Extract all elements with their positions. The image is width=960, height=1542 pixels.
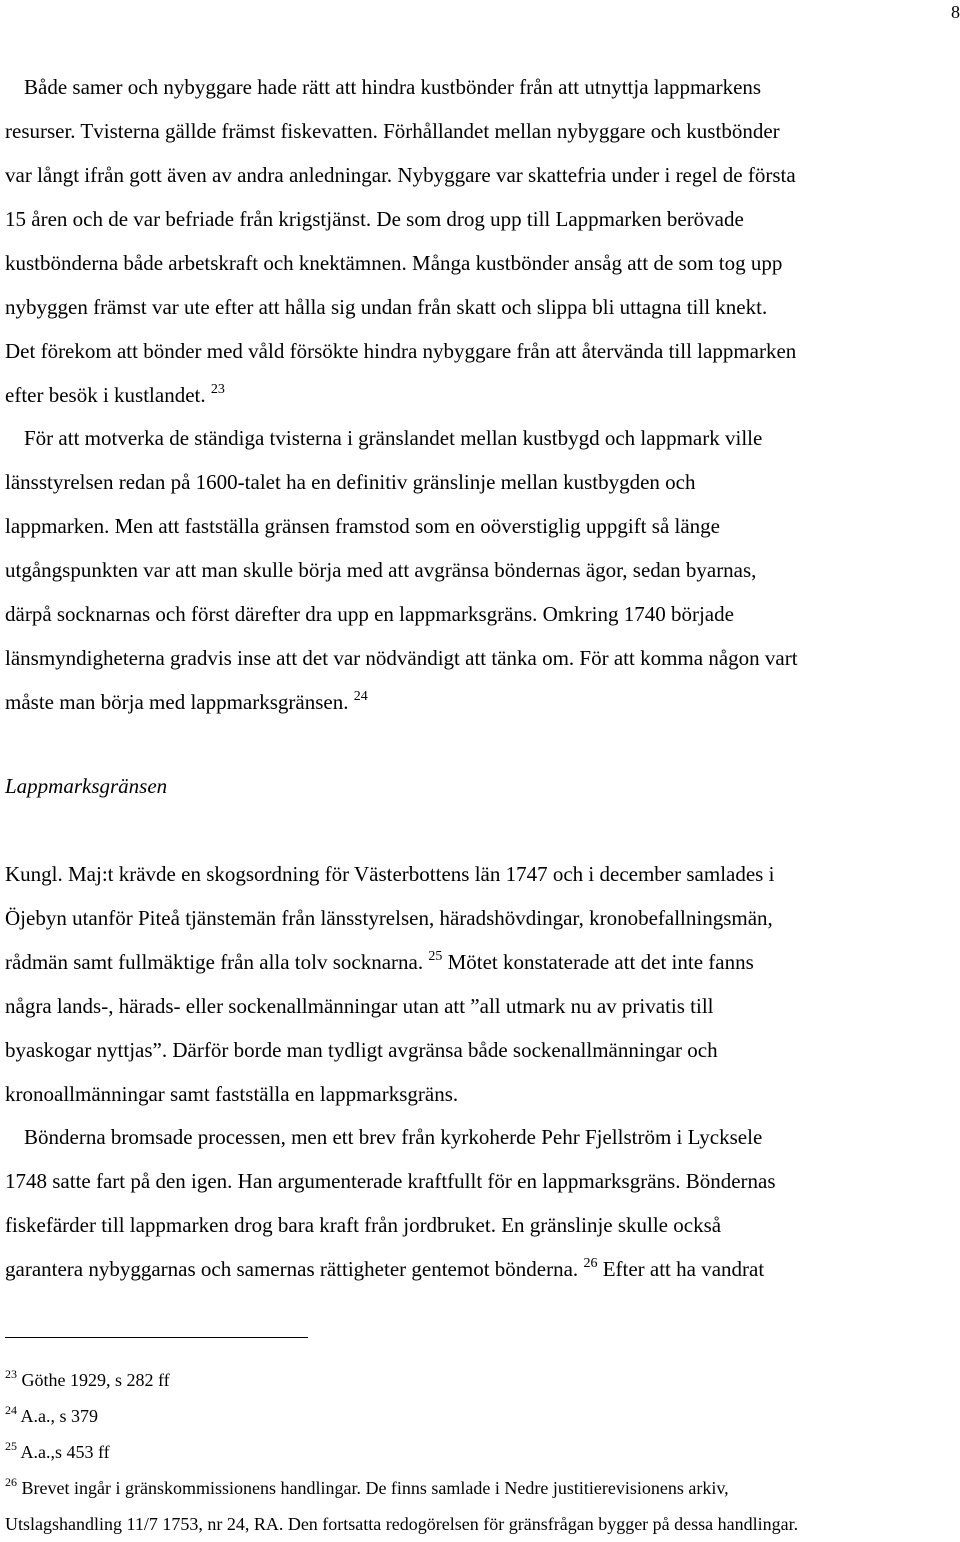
paragraph-1 — [5, 65, 960, 417]
text-fragment: Mötet konstaterade att det inte fanns — [442, 950, 754, 974]
text-line: fiskefärder till lappmarken drog bara kraft från jordbruket. En gränslinje skulle också — [5, 1213, 722, 1237]
footnote-number: 23 — [5, 1367, 17, 1381]
paragraph-2 — [5, 416, 960, 724]
text-line: några lands-, härads- eller sockenallmänningar utan att ”all utmark nu av privatis till — [5, 994, 714, 1018]
text-line: länsmyndigheterna gradvis inse att det var nödvändigt att tänka om. För att komma någon vart — [5, 646, 798, 670]
footnote-number: 25 — [5, 1439, 17, 1453]
text-fragment: Efter att ha vandrat — [597, 1257, 765, 1281]
footnote-text: A.a., s 379 — [17, 1406, 98, 1426]
text-fragment: efter besök i kustlandet. — [5, 383, 206, 407]
text-line-with-ref — [5, 373, 960, 417]
text-line: länsstyrelsen redan på 1600-talet ha en definitiv gränslinje mellan kustbygden och — [5, 470, 696, 494]
text-line: kustbönderna både arbetskraft och knektämnen. Många kustbönder ansåg att de som tog upp — [5, 251, 783, 275]
footnote-text: A.a.,s 453 ff — [17, 1442, 110, 1462]
text-line-with-ref — [5, 1247, 960, 1291]
section-heading: Lappmarksgränsen — [5, 774, 168, 798]
text-fragment: garantera nybyggarnas och samernas rättigheter gentemot bönderna. — [5, 1257, 579, 1281]
page-number: 8 — [951, 2, 960, 22]
footnote-text: Brevet ingår i gränskommissionens handlingar. De finns samlade i Nedre justitierevisionens arkiv, — [17, 1478, 729, 1498]
text-line: därpå socknarnas och först därefter dra upp en lappmarksgräns. Omkring 1740 började — [5, 602, 734, 626]
footnote-number: 26 — [5, 1475, 17, 1489]
footnotes — [5, 1362, 798, 1542]
text-line: utgångspunkten var att man skulle börja med att avgränsa böndernas ägor, sedan byarnas, — [5, 558, 757, 582]
text-line: resurser. Tvisterna gällde främst fiskevatten. Förhållandet mellan nybyggare och kustbönder — [5, 119, 780, 143]
text-line: 15 åren och de var befriade från krigstjänst. De som drog upp till Lappmarken berövade — [5, 207, 744, 231]
text-line-with-ref — [5, 680, 960, 724]
footnote — [5, 1434, 798, 1470]
text-line: Öjebyn utanför Piteå tjänstemän från länsstyrelsen, häradshövdingar, kronobefallningsmän, — [5, 906, 773, 930]
footnote — [5, 1398, 798, 1434]
paragraph-4 — [5, 1115, 960, 1291]
text-line: Kungl. Maj:t krävde en skogsordning för Västerbottens län 1747 och i december samlades i — [5, 862, 775, 886]
text-line: Både samer och nybyggare hade rätt att hindra kustbönder från att utnyttja lappmarkens — [24, 75, 762, 99]
footnote-separator — [5, 1337, 308, 1338]
footnote-ref-24[interactable]: 24 — [353, 689, 368, 704]
paragraph-3 — [5, 852, 960, 1116]
text-line: lappmarken. Men att fastställa gränsen framstod som en oöverstiglig uppgift så länge — [5, 514, 720, 538]
footnote-ref-26[interactable]: 26 — [583, 1256, 598, 1271]
text-line: Det förekom att bönder med våld försökte hindra nybyggare från att återvända till lappmarken — [5, 339, 797, 363]
text-line: kronoallmänningar samt fastställa en lappmarksgräns. — [5, 1082, 459, 1106]
footnote-ref-23[interactable]: 23 — [210, 382, 225, 397]
footnote-continuation: Utslagshandling 11/7 1753, nr 24, RA. Den fortsatta redogörelsen för gränsfrågan bygger på dessa handlingar. — [5, 1514, 799, 1534]
footnote-ref-25[interactable]: 25 — [428, 949, 443, 964]
text-fragment: måste man börja med lappmarksgränsen. — [5, 690, 349, 714]
text-line: var långt ifrån gott även av andra anledningar. Nybyggare var skattefria under i regel de första — [5, 163, 796, 187]
text-line-with-ref — [5, 940, 960, 984]
text-line: nybyggen främst var ute efter att hålla sig undan från skatt och slippa bli uttagna till knekt. — [5, 295, 768, 319]
text-line: Bönderna bromsade processen, men ett brev från kyrkoherde Pehr Fjellström i Lycksele — [24, 1125, 763, 1149]
footnote-number: 24 — [5, 1403, 17, 1417]
footnote — [5, 1470, 798, 1506]
text-line: För att motverka de ständiga tvisterna i gränslandet mellan kustbygd och lappmark ville — [24, 426, 763, 450]
text-line: 1748 satte fart på den igen. Han argumenterade kraftfullt för en lappmarksgräns. Böndernas — [5, 1169, 776, 1193]
text-fragment: rådmän samt fullmäktige från alla tolv socknarna. — [5, 950, 424, 974]
text-line: byaskogar nyttjas”. Därför borde man tydligt avgränsa både sockenallmänningar och — [5, 1038, 718, 1062]
footnote-text: Göthe 1929, s 282 ff — [17, 1370, 170, 1390]
footnote — [5, 1362, 798, 1398]
